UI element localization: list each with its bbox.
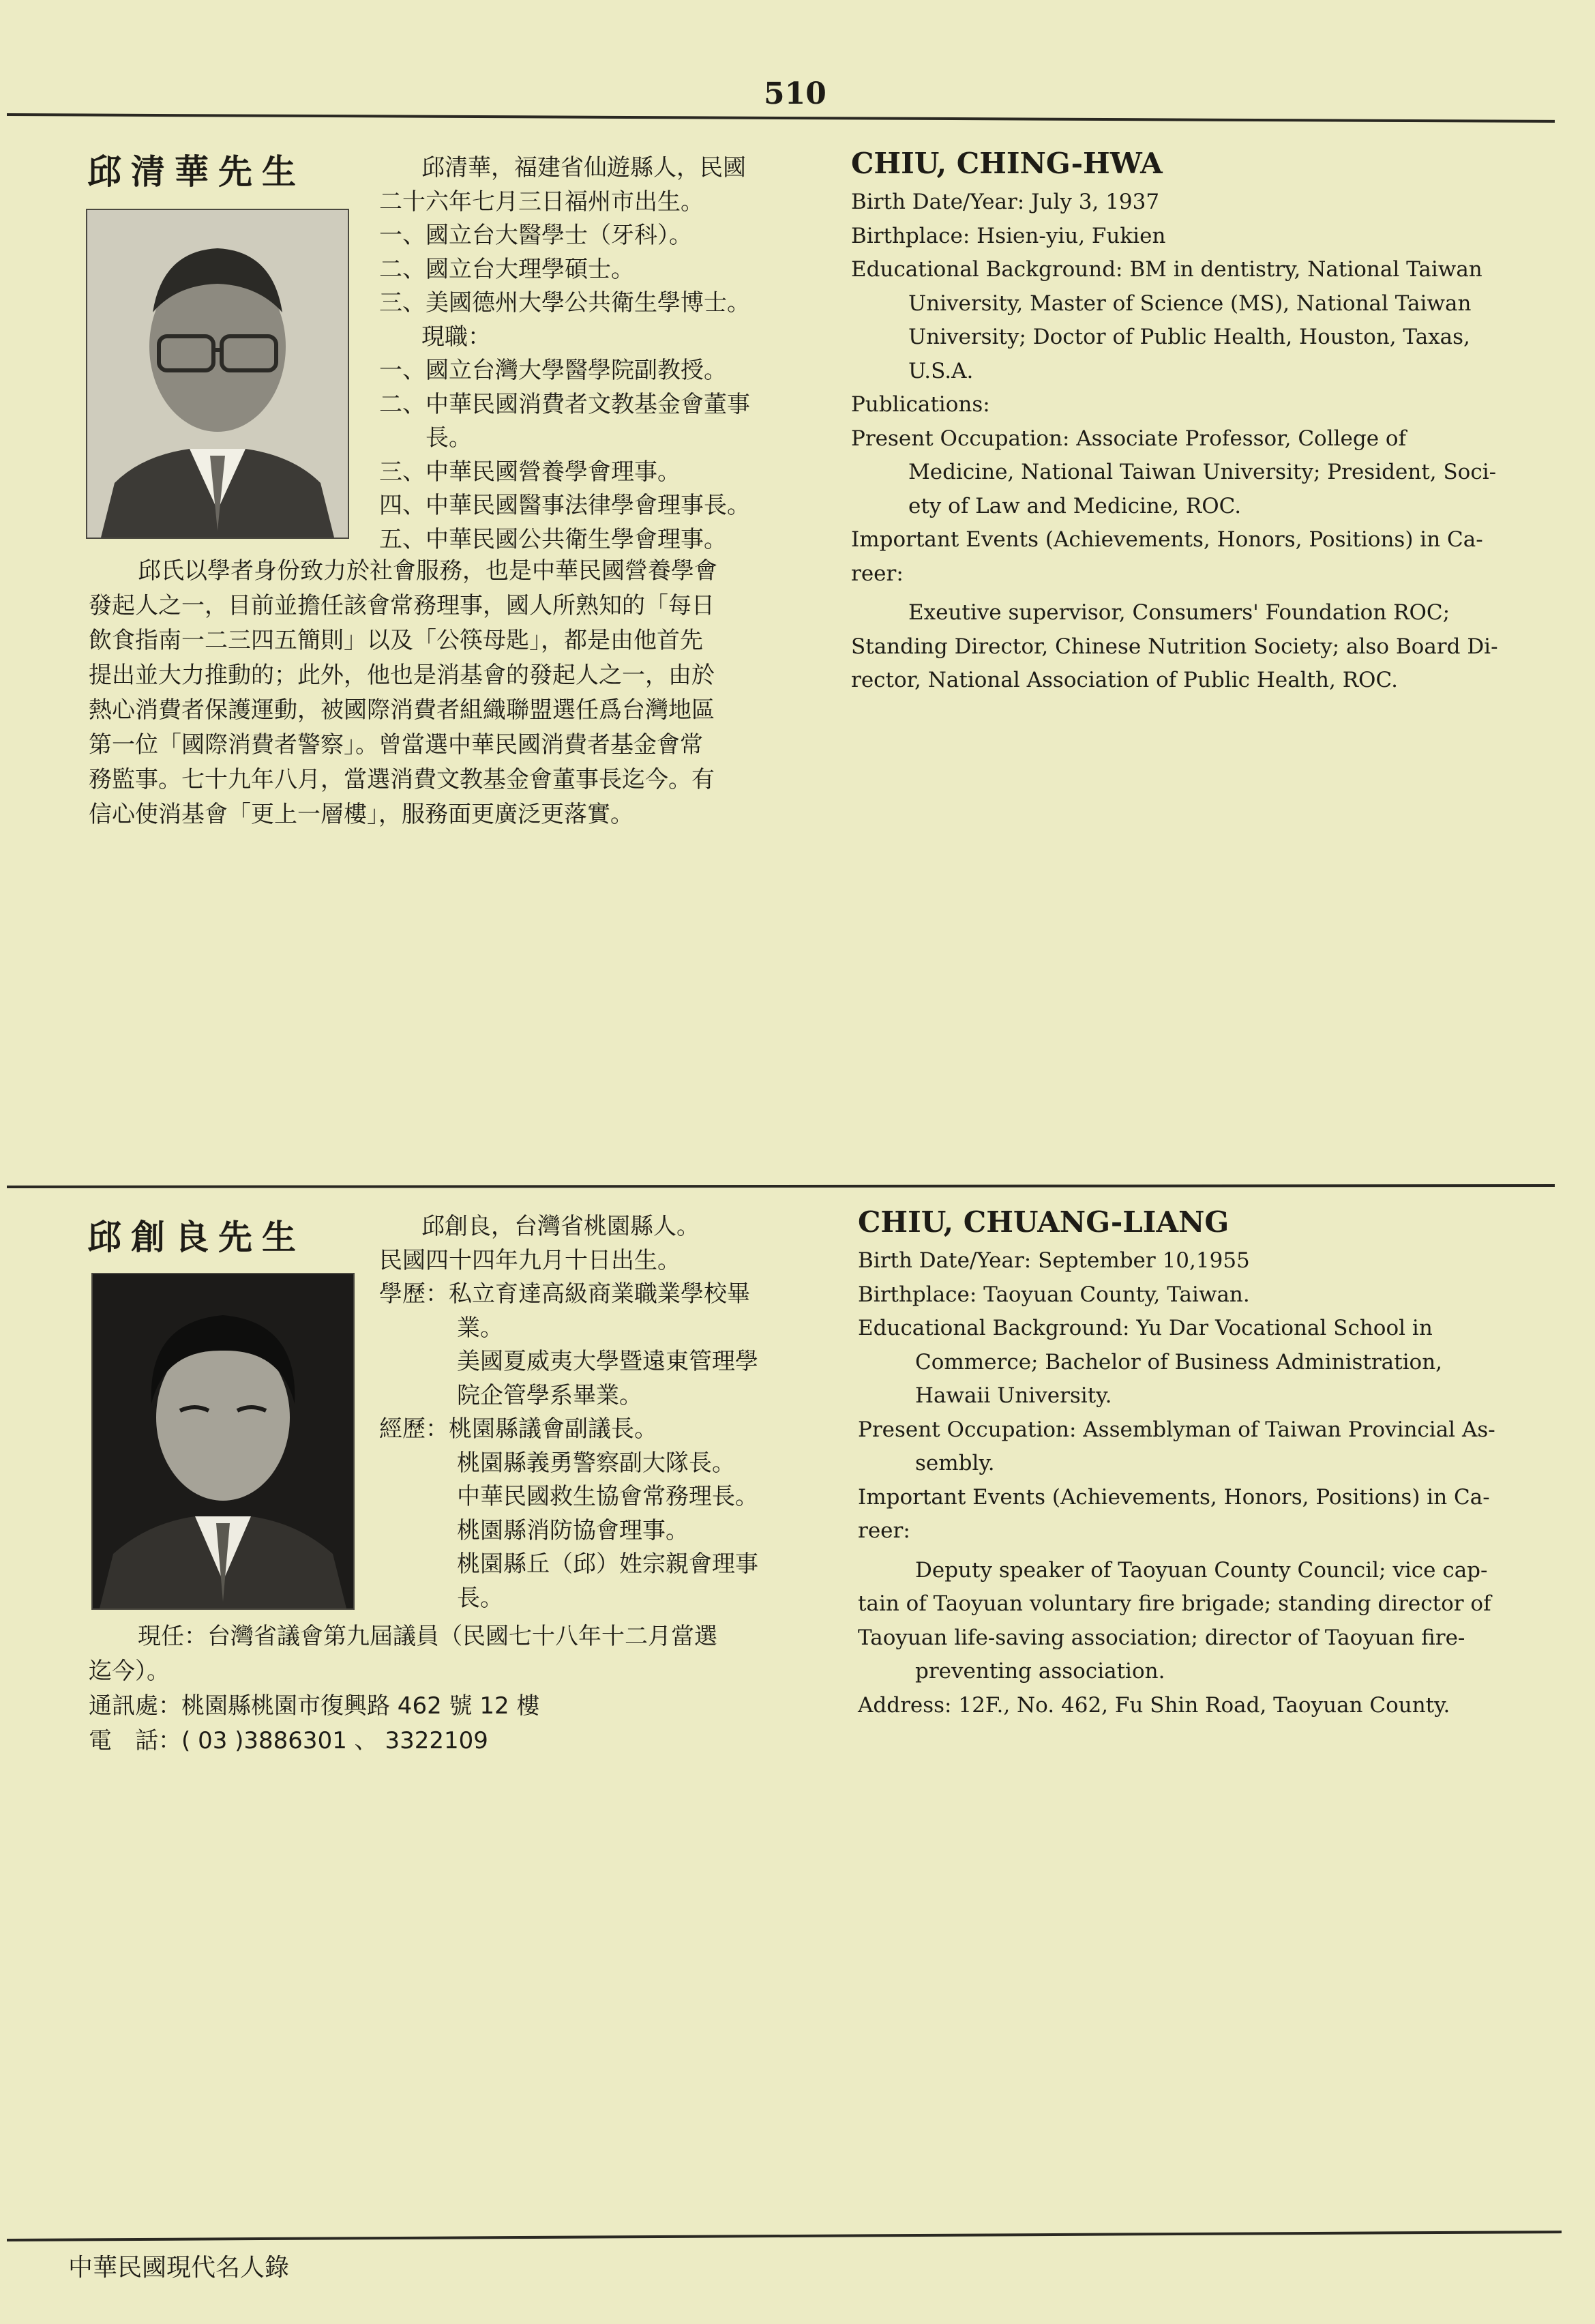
entry2-cn-line: 桃園縣丘（邱）姓宗親會理事 [457,1550,758,1578]
entry1-en-line: University; Doctor of Public Health, Houston, Taxas, [908,325,1470,349]
entry2-en-line: Birthplace: Taoyuan County, Taiwan. [858,1282,1250,1307]
entry1-en-line: ety of Law and Medicine, ROC. [908,493,1242,518]
entry1-en-line: Present Occupation: Associate Professor, College of [851,426,1407,451]
entry1-cn-biography [89,554,717,832]
entry2-cn-para-line: 現任：台灣省議會第九屆議員（民國七十八年十二月當選 [138,1623,717,1650]
entry2-portrait-photo [91,1273,355,1610]
entry2-en-line: Deputy speaker of Taoyuan County Council; vice cap- [915,1557,1488,1583]
entry1-en-line: Exeutive supervisor, Consumers' Foundation ROC; [908,600,1450,625]
entry1-en-details [851,143,1498,698]
entry2-cn-line: 院企管學系畢業。 [457,1381,642,1409]
middle-rule [7,1184,1555,1188]
top-rule [7,113,1555,123]
entry1-cn-line: 三、美國德州大學公共衛生學博士。 [379,289,750,317]
entry2-cn-line: 桃園縣消防協會理事。 [457,1516,689,1544]
entry2-en-line: Educational Background: Yu Dar Vocational School in [858,1316,1433,1340]
entry2-name-en: CHIU, CHUANG-LIANG [858,1205,1229,1239]
entry2-cn-line: 中華民國救生協會常務理長。 [457,1483,758,1510]
entry1-portrait-photo [86,209,349,539]
entry1-cn-para-line: 熱心消費者保護運動，被國際消費者組織聯盟選任爲台灣地區 [89,696,715,724]
entry2-cn-details [379,1210,758,1615]
entry1-cn-para-line: 提出並大力推動的；此外，他也是消基會的發起人之一，由於 [89,662,715,689]
entry1-cn-line: 邱清華，福建省仙遊縣人，民國 [421,154,746,181]
entry2-cn-para-line: 電 話：( 03 )3886301 、 3322109 [89,1727,488,1754]
entry2-en-line: reer: [858,1518,910,1543]
entry2-cn-line: 學歷：私立育達高級商業職業學校畢 [379,1280,750,1308]
entry2-name-cn: 邱創良先生 [87,1218,305,1257]
entry1-en-line: Educational Background: BM in dentistry, National Taiwan [851,257,1482,282]
entry2-cn-line: 美國夏威夷大學暨遠東管理學 [457,1348,758,1375]
entry1-cn-para-line: 飲食指南一二三四五簡則」以及「公筷母匙」，都是由他首先 [89,627,703,654]
entry2-cn-line: 長。 [457,1584,503,1612]
entry1-cn-para-line: 發起人之一，目前並擔任該會常務理事，國人所熟知的「每日 [89,592,715,619]
entry1-en-line: rector, National Association of Public Health, ROC. [851,668,1398,692]
entry2-en-line: tain of Taoyuan voluntary fire brigade; standing director of [858,1591,1491,1616]
entry2-cn-para-line: 迄今）。 [89,1658,170,1685]
entry2-en-line: Important Events (Achievements, Honors, Positions) in Ca- [858,1484,1490,1510]
entry1-name-en: CHIU, CHING-HWA [851,147,1163,180]
entry2-en-line: Birth Date/Year: September 10,1955 [858,1248,1250,1273]
entry1-cn-line: 現職： [421,323,491,351]
entry1-cn-para-line: 務監事。七十九年八月，當選消費文教基金會董事長迄今。有 [89,766,715,793]
entry1-cn-para-line: 第一位「國際消費者警察」。曾當選中華民國消費者基金會常 [89,731,703,759]
entry2-cn-line: 桃園縣義勇警察副大隊長。 [457,1449,735,1477]
bottom-rule [7,2231,1562,2241]
entry1-en-line: Standing Director, Chinese Nutrition Society; also Board Di- [851,634,1498,659]
entry1-en-line: Publications: [851,392,990,417]
entry1-cn-line: 長。 [426,424,472,452]
footer-book-title: 中華民國現代名人錄 [68,2254,290,2282]
entry1-cn-para-line: 信心使消基會「更上一層樓」，服務面更廣泛更落實。 [89,801,633,828]
entry2-en-line: Commerce; Bachelor of Business Administration, [915,1349,1443,1374]
entry2-en-line: preventing association. [915,1659,1165,1683]
entry1-cn-line: 一、國立台灣大學醫學院副教授。 [379,357,727,384]
entry2-en-line: Taoyuan life-saving association; director of Taoyuan fire- [858,1625,1465,1650]
entry1-cn-line: 二、中華民國消費者文教基金會董事 [379,390,750,418]
entry2-en-line: Address: 12F., No. 462, Fu Shin Road, Taoyuan County. [858,1692,1450,1718]
entry1-cn-line: 四、中華民國醫事法律學會理事長。 [379,492,750,519]
entry1-name-cn: 邱清華先生 [87,152,305,192]
entry2-en-line: sembly. [915,1451,995,1475]
portrait-icon [93,1274,353,1608]
entry1-en-line: Important Events (Achievements, Honors, Positions) in Ca- [851,527,1483,552]
entry1-en-line: University, Master of Science (MS), National Taiwan [908,291,1472,316]
entry1-cn-para-line: 邱氏以學者身份致力於社會服務，也是中華民國營養學會 [138,557,717,585]
entry1-en-line: Birth Date/Year: July 3, 1937 [851,190,1160,214]
entry1-cn-line: 三、中華民國營養學會理事。 [379,458,681,486]
entry1-cn-line: 五、中華民國公共衛生學會理事。 [379,525,727,553]
entry2-cn-line: 邱創良，台灣省桃園縣人。 [421,1213,700,1240]
entry1-cn-line: 一、國立台大醫學士（牙科）。 [379,222,692,249]
entry2-cn-line: 經歷：桃園縣議會副議長。 [379,1415,657,1443]
entry2-en-details [858,1202,1495,1722]
entry2-cn-line: 業。 [457,1314,503,1342]
portrait-icon [87,210,348,538]
entry2-en-line: Hawaii University. [915,1383,1112,1408]
entry1-cn-line: 二、國立台大理學碩士。 [379,255,634,283]
entry2-cn-contact [89,1619,717,1759]
entry1-en-line: U.S.A. [908,358,974,383]
entry2-cn-line: 民國四十四年九月十日出生。 [379,1246,681,1274]
entry2-en-line: Present Occupation: Assemblyman of Taiwan Provincial As- [858,1417,1495,1442]
entry1-en-line: Medicine, National Taiwan University; President, Soci- [908,460,1497,484]
entry1-en-line: Birthplace: Hsien-yiu, Fukien [851,223,1166,248]
entry1-en-line: reer: [851,561,904,586]
entry1-cn-details [379,151,750,557]
page-number: 510 [764,76,826,111]
entry1-cn-line: 二十六年七月三日福州市出生。 [379,188,704,216]
entry2-cn-para-line: 通訊處：桃園縣桃園市復興路 462 號 12 樓 [89,1692,540,1720]
